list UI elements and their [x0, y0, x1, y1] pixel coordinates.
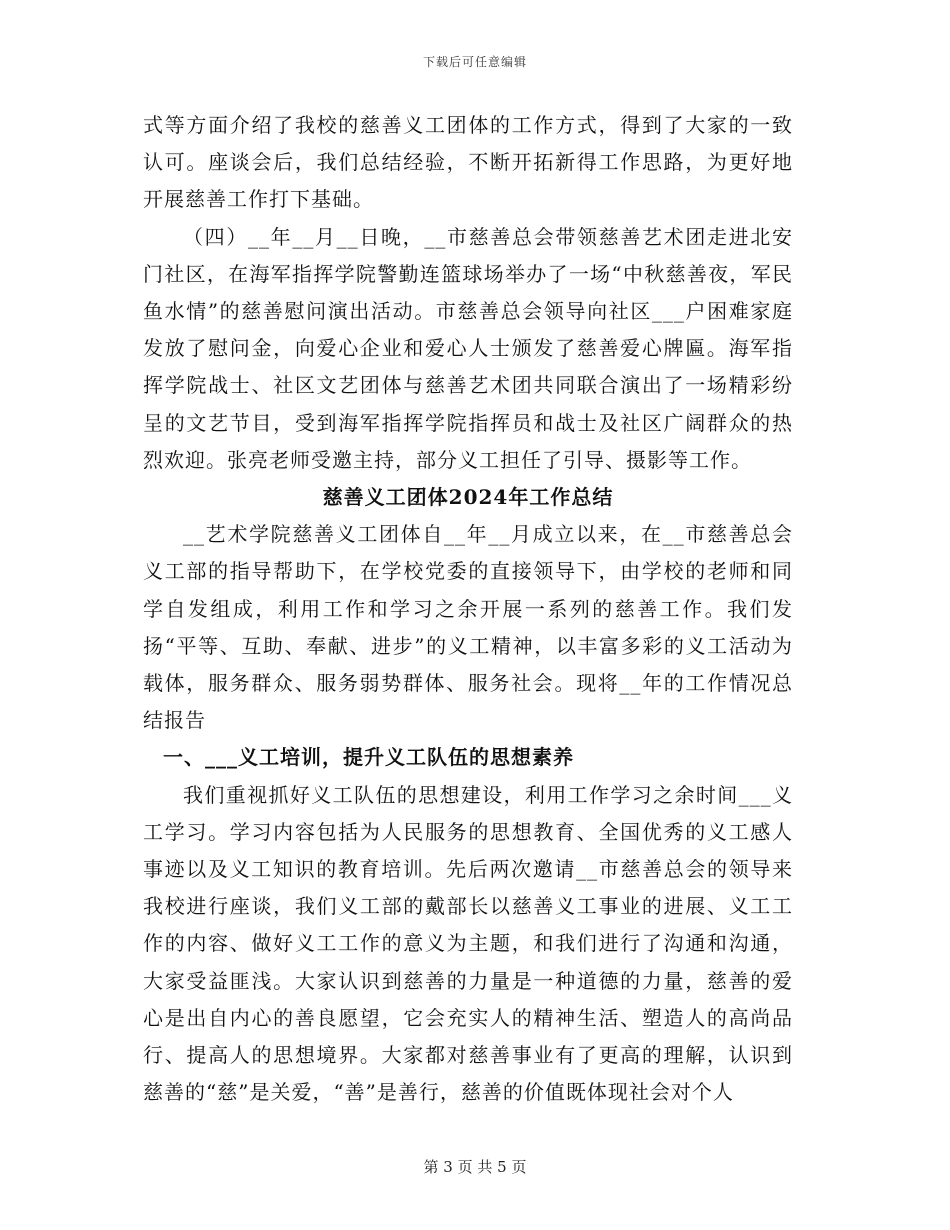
section-heading-1: 一、___义工培训，提升义工队伍的思想素养 — [163, 745, 574, 770]
page-footer: 第 3 页 共 5 页 — [423, 1158, 527, 1176]
paragraph-training: 我们重视抓好义工队伍的思想建设，利用工作学习之余时间___义工学习。学习内容包括为人民服务的思想教育、全国优秀的义工感人事迹以及义工知识的教育培训。先后两次邀请__市慈善总会的领导来我校进行座谈，我们义工部的戴部长以慈善义工事业的进展、义工工作的内容、做好义工工作的意义为主题，和我们进行了沟通和沟通，大家受益匪浅。大家认识到慈善的力量是一种道德的力量，慈善的爱心是出自内心的善良愿望，它会充实人的精神生活、塑造人的高尚品行、提高人的思想境界。大家都对慈善事业有了更高的理解，认识到慈善的“慈”是关爱，“善”是善行，慈善的价值既体现社会对个人 — [143, 782, 793, 1105]
paragraph-intro: __艺术学院慈善义工团体自__年__月成立以来，在__市慈善总会义工部的指导帮助下，在学校党委的直接领导下，由学校的老师和同学自发组成，利用工作和学习之余开展一系列的慈善工作。我们发扬“平等、互助、奉献、进步”的义工精神，以丰富多彩的义工活动为载体，服务群众、服务弱势群体、服务社会。现将__年的工作情况总结报告 — [143, 522, 793, 733]
paragraph-continuation: 式等方面介绍了我校的慈善义工团体的工作方式，得到了大家的一致认可。座谈会后，我们总结经验，不断开拓新得工作思路，为更好地开展慈善工作打下基础。 — [143, 113, 793, 212]
paragraph-event-four: （四）__年__月__日晚，__市慈善总会带领慈善艺术团走进北安门社区，在海军指挥学院警勤连篮球场举办了一场“中秋慈善夜，军民鱼水情”的慈善慰问演出活动。市慈善总会领导向社区___户困难家庭发放了慰问金，向爱心企业和爱心人士颁发了慈善爱心牌匾。海军指挥学院战士、社区文艺团体与慈善艺术团共同联合演出了一场精彩纷呈的文艺节目，受到海军指挥学院指挥员和战士及社区广阔群众的热烈欢迎。张亮老师受邀主持，部分义工担任了引导、摄影等工作。 — [143, 224, 793, 472]
document-title: 慈善义工团体2024年工作总结 — [322, 485, 614, 510]
document-body — [143, 107, 793, 1111]
page-header: 下载后可任意编辑 — [422, 55, 527, 69]
